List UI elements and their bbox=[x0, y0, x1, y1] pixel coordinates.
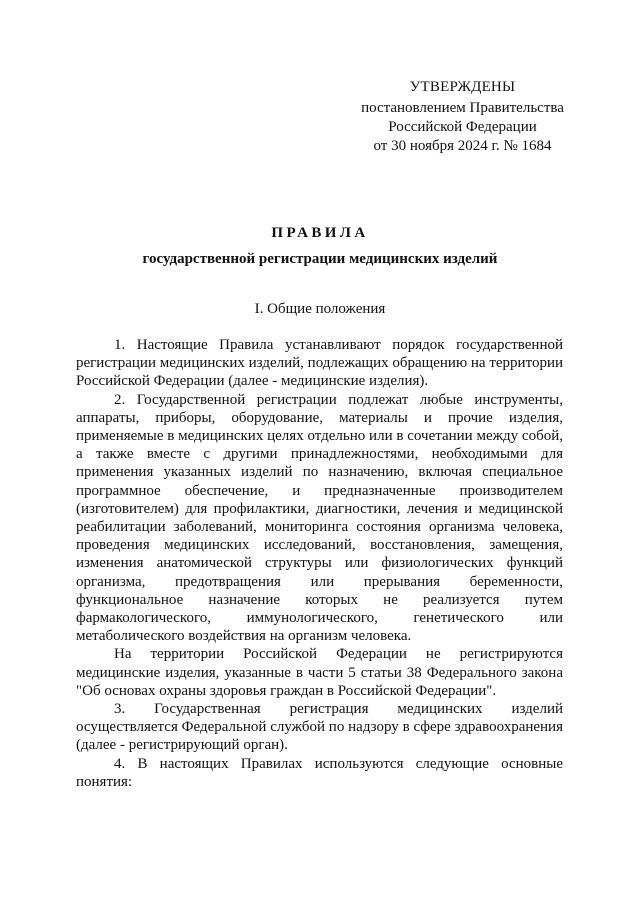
section-title: I. Общие положения bbox=[254, 301, 386, 317]
approval-line-2: Российской Федерации bbox=[388, 119, 537, 135]
approval-line-3: от 30 ноября 2024 г. № 1684 bbox=[373, 138, 552, 154]
document-subtitle: государственной регистрации медицинских изделий bbox=[142, 251, 498, 267]
document-title: ПРАВИЛА bbox=[271, 225, 369, 241]
paragraph-4: 4. В настоящих Правилах используются следующие основные понятия: bbox=[76, 755, 563, 790]
approval-heading: УТВЕРЖДЕНЫ bbox=[409, 79, 516, 95]
paragraph-1: 1. Настоящие Правила устанавливают порядок государственной регистрации медицинских изделий, подлежащих обращению на территории Российской Федерации (далее - медицинские изделия). bbox=[76, 337, 563, 390]
paragraph-3: 3. Государственная регистрация медицинских изделий осуществляется Федеральной службой по надзору в сфере здравоохранения (далее - регистрирующий орган). bbox=[76, 701, 563, 754]
paragraph-2: 2. Государственной регистрации подлежат любые инструменты, аппараты, приборы, оборудование, материалы и прочие изделия, применяемые в медицинских целях отдельно или в сочетании между собой, а также вместе с другими принадлежностями, необходимыми для применения указанных изделий по назначению, включая специальное программное обеспечение, и предназначенные производителем (изготовителем) для профилактики, диагностики, лечения и медицинской реабилитации заболеваний, мониторинга состояния организма человека, проведения медицинских исследований, восстановления, замещения, изменения анатомической структуры или физиологических функций организма, предотвращения или прерывания беременности, функциональное назначение которых не реализуется путем фармакологического, иммунологического, генетического или метаболического воздействия на организм человека. bbox=[76, 391, 563, 645]
paragraph-2-continued: На территории Российской Федерации не регистрируются медицинские изделия, указанные в части 5 статьи 38 Федерального закона "Об основах охраны здоровья граждан в Российской Федерации". bbox=[76, 646, 563, 699]
approval-block bbox=[330, 78, 595, 156]
approval-line-1: постановлением Правительства bbox=[361, 100, 564, 116]
document-body bbox=[76, 336, 563, 791]
